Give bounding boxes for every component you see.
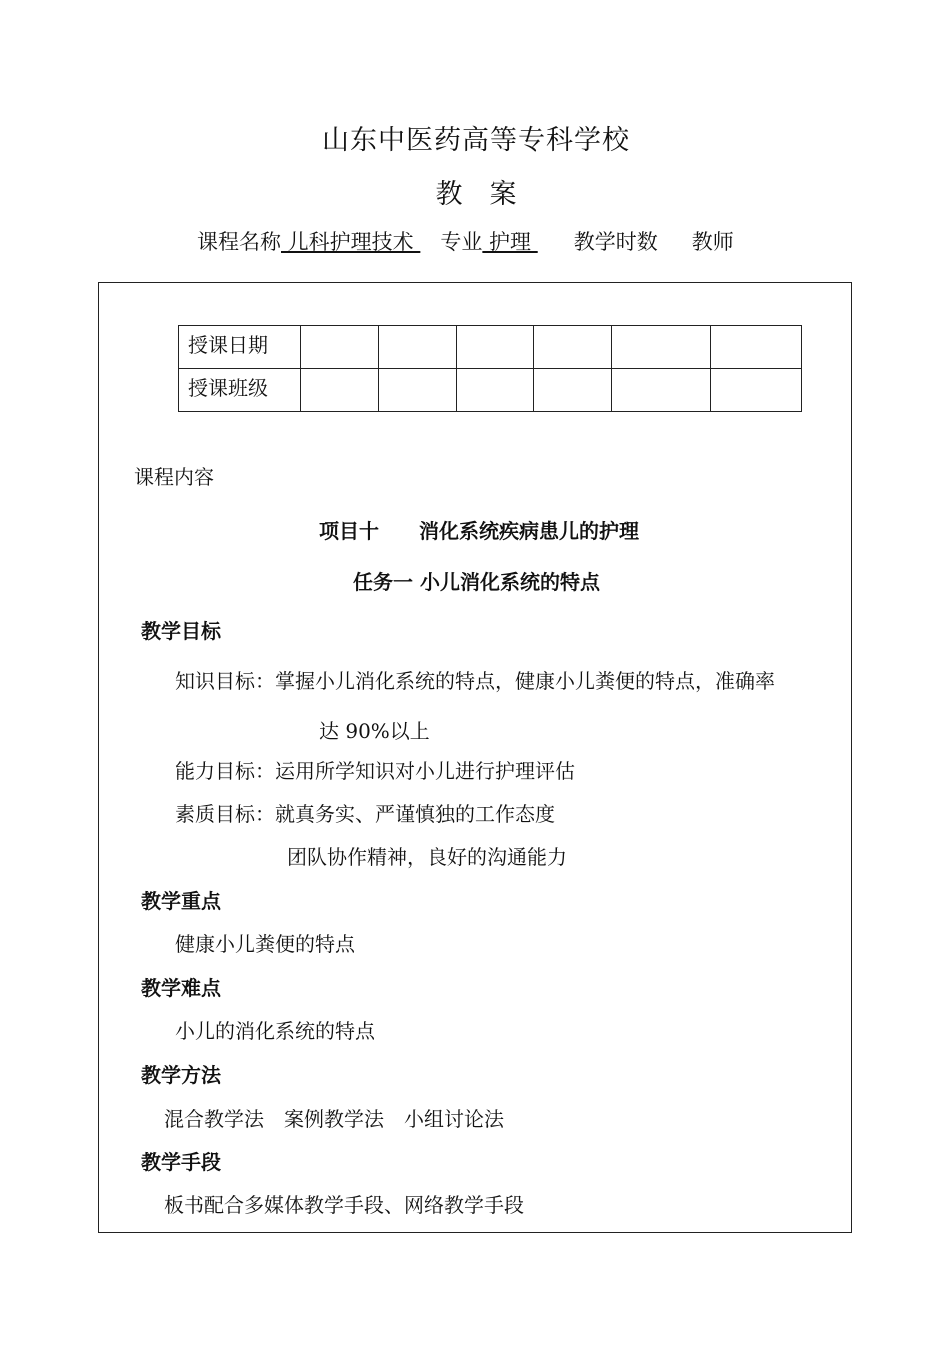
table-row bbox=[179, 326, 802, 369]
school-title: 山东中医药高等专科学校 bbox=[322, 125, 630, 156]
class-label: 授课班级 bbox=[179, 369, 301, 412]
quality-goal: 素质目标：就真务实、严谨慎独的工作态度 bbox=[175, 802, 555, 826]
difficulty-heading: 教学难点 bbox=[141, 976, 221, 1000]
date-cell bbox=[301, 326, 379, 369]
major-label: 专业 bbox=[440, 230, 483, 254]
date-cell bbox=[457, 326, 534, 369]
date-cell bbox=[534, 326, 612, 369]
schedule-table bbox=[178, 325, 802, 412]
course-label: 课程名称 bbox=[197, 230, 281, 254]
means-heading: 教学手段 bbox=[141, 1150, 221, 1174]
knowledge-goal: 知识目标：掌握小儿消化系统的特点，健康小儿粪便的特点，准确率 bbox=[175, 669, 775, 693]
ability-goal: 能力目标：运用所学知识对小儿进行护理评估 bbox=[175, 759, 575, 783]
major-name: 护理 bbox=[482, 230, 538, 254]
difficulty-text: 小儿的消化系统的特点 bbox=[175, 1019, 375, 1043]
goals-heading: 教学目标 bbox=[141, 619, 221, 643]
means-text: 板书配合多媒体教学手段、网络教学手段 bbox=[164, 1193, 524, 1217]
project-title: 项目十 消化系统疾病患儿的护理 bbox=[319, 519, 639, 543]
class-cell bbox=[379, 369, 457, 412]
class-cell bbox=[301, 369, 379, 412]
key-points-heading: 教学重点 bbox=[141, 889, 221, 913]
method-text: 混合教学法 案例教学法 小组讨论法 bbox=[164, 1107, 504, 1131]
hours-label: 教学时数 bbox=[573, 230, 658, 254]
date-cell bbox=[379, 326, 457, 369]
date-label: 授课日期 bbox=[179, 326, 301, 369]
date-cell bbox=[612, 326, 711, 369]
class-cell bbox=[534, 369, 612, 412]
method-heading: 教学方法 bbox=[141, 1063, 221, 1087]
class-cell bbox=[612, 369, 711, 412]
knowledge-goal-continued: 达 90%以上 bbox=[319, 719, 430, 743]
class-cell bbox=[711, 369, 802, 412]
table-row bbox=[179, 369, 802, 412]
content-label: 课程内容 bbox=[134, 465, 214, 489]
course-info-line bbox=[197, 226, 734, 256]
document-type: 教 案 bbox=[435, 179, 517, 210]
teacher-label: 教师 bbox=[691, 230, 734, 254]
date-cell bbox=[711, 326, 802, 369]
class-cell bbox=[457, 369, 534, 412]
key-points-text: 健康小儿粪便的特点 bbox=[175, 932, 355, 956]
task-title: 任务一 小儿消化系统的特点 bbox=[353, 570, 600, 594]
course-name: 儿科护理技术 bbox=[281, 230, 421, 254]
quality-goal-continued: 团队协作精神，良好的沟通能力 bbox=[287, 845, 567, 869]
